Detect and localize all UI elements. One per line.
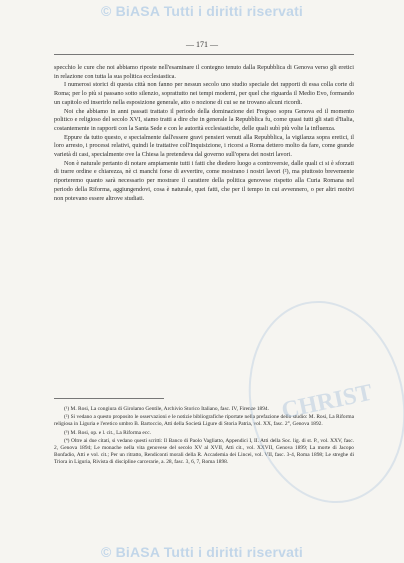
page-number: — 171 — bbox=[186, 40, 218, 49]
watermark-banner-bottom: © BiASA Tutti i diritti riservati bbox=[100, 544, 304, 560]
paragraph: Eppure da tutto questo, e specialmente dall'essere gravi pensieri venuti alla Repubblica, la vigilanza sopra eretici, il loro arresto, i processi relativi, quindi le trattative coll'Inquisizione, i ricorsi a Roma dettero molto da fare, come grande varietà di casi, specialmente ove la Chiesa la pretendeva dal governo sull'opera dei nostri lavori. bbox=[54, 133, 354, 159]
footnote: (⁴) Oltre ai due citati, si vedano questi scritti: Il Banco di Paolo Vagliatto, Appendici I, II. Atti della Soc. lig. di st. P., vol. XXV, fasc. 2, Genova 1894; Le monache nella vita genovese del secolo XV al XVII, Atti cit., vol. XXVII, Genova 1899; La morte di Jacopo Bonfadio, Atti e vol. cit.; Per un ritratto, Rendiconti morali della R. Accademia dei Lincei, vol. VII, fasc. 3-4, Roma 1898; Le streghe di Triora in Liguria, Rivista di discipline carcerarie, a. 28, fasc. 3, 6, 7, Roma 1898. bbox=[54, 437, 354, 466]
body-text bbox=[54, 64, 354, 203]
paragraph: Noi che abbiamo in anni passati trattato il periodo della dominazione dei Fregoso sopra Genova ed il momento politico e religioso del secolo XVI, siamo tratti a dire che in generale la Repubblica fu, come quasi tutti gli stati d'Italia, costantemente in rapporti con la Santa Sede e con le autorità ecclesiastiche, delle quali subì più volte la influenza. bbox=[54, 107, 354, 132]
watermark-banner-top: © BiASA Tutti i diritti riservati bbox=[100, 3, 304, 19]
paragraph: Non è naturale pertanto di notare ampiamente tutti i fatti che diedero luogo a controversie, dalle quali ci si è sforzati di trarre ordine e chiarezza, nè ci manchi forse di avvertire, come mostrano i nostri lavori (²), ma piuttosto brevemente riporteremo quanto sarà necessario per mostrare il carattere della politica genovese rispetto alla Curia Romana nel periodo della Riforma, aggiungendovi, cosa è naturale, quei fatti, che per il tempo in cui avvennero, o per altri motivi non potevano essere altrove studiati. bbox=[54, 159, 354, 202]
footnote-rule bbox=[54, 398, 164, 399]
footnote: (¹) M. Rosi, La congiura di Girolamo Gentile, Archivio Storico Italiano, fasc. IV, Firenze 1894. bbox=[64, 406, 269, 412]
footnote: (³) M. Rosi, op. e l. cit., La Riforma ecc. bbox=[64, 429, 151, 436]
footnote: (²) Si vedano a questo proposito le osservazioni e le notizie bibliografiche riportate nella prefazione dello studio: M. Rosi, La Riforma religiosa in Liguria e l'eretico umbro B. Bartoccio, Atti della Società Ligure di Storia Patria, vol. XX, fasc. 2°, Genova 1892. bbox=[54, 414, 354, 428]
watermark-seal: CHRIST bbox=[230, 286, 404, 518]
header-rule bbox=[54, 54, 354, 55]
paragraph: I numerosi storici di questa città non fanno per nessun secolo uno studio speciale dei rapporti di essa colla corte di Roma; per lo più si passano sotto silenzio, soprattutto nei tempi moderni, per quel che riguarda il Medio Evo, formando un capitolo ed inserirlo nella esposizione generale, atto o nozione di cui se ne trovano alcuni ricordi. bbox=[54, 81, 354, 106]
paragraph: specchio le cure che noi abbiamo riposte nell'esaminare il contegno tenuto dalla Repubblica di Genova verso gli eretici in relazione con tutta la sua politica ecclesiastica. bbox=[54, 64, 354, 80]
